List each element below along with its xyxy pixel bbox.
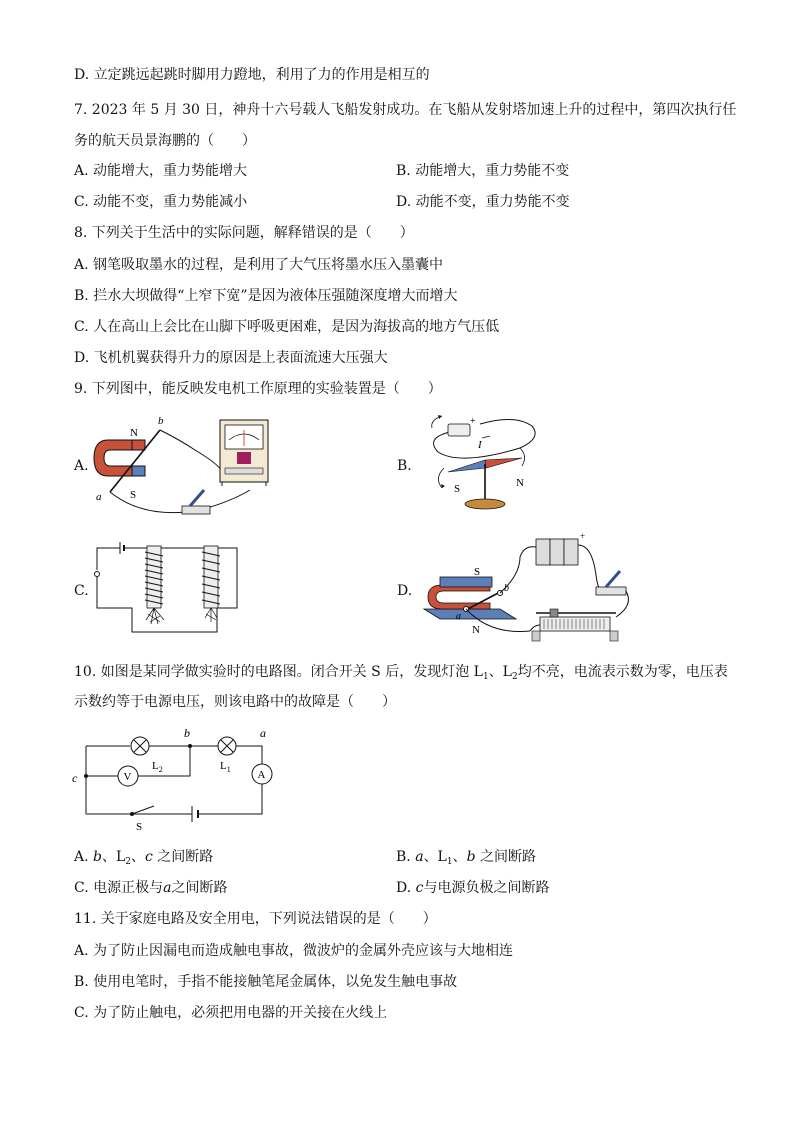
q11-stem: 11. 关于家庭电路及安全用电，下列说法错误的是（ ） <box>74 911 437 927</box>
q9a-label-b: b <box>158 415 164 427</box>
q10-option-b: B. a、$L_1$、b 之间断路 <box>396 849 537 867</box>
q9-label-c: C. <box>74 583 89 599</box>
q9b-label-s: S <box>454 483 461 495</box>
q9a-label-s: S <box>130 489 137 501</box>
q8-option-c: C. 人在高山上会比在山脚下呼吸更困难，是因为海拔高的地方气压低 <box>74 319 500 335</box>
q10-stem-line2: 示数约等于电源电压，则该电路中的故障是（ ） <box>74 694 396 710</box>
node-a-label: a <box>260 726 266 740</box>
q10-stem-line1: 10. 如图是某同学做实验时的电路图。闭合开关 S 后，发现灯泡 $L_1$、$L_2$均不亮，电流表示数为零，电压表 <box>74 664 728 682</box>
node-b-label: b <box>184 726 190 740</box>
q9a-label-a: a <box>96 491 102 503</box>
q8-option-b: B. 拦水大坝做得“上窄下宽”是因为液体压强随深度增大而增大 <box>74 288 458 304</box>
q10-option-d: D. c与电源负极之间断路 <box>396 880 550 896</box>
q9-figure-a <box>90 410 280 525</box>
q10-option-c: C. 电源正极与a之间断路 <box>74 880 228 896</box>
q9-figure-d <box>420 531 640 650</box>
q9d-label-a: a <box>456 611 461 622</box>
q9d-label-plus: + <box>580 531 586 541</box>
q9-figure-c <box>92 540 242 640</box>
q7-option-c: C. 动能不变，重力势能减小 <box>74 194 248 210</box>
l2-label: $L_2$ <box>152 760 163 774</box>
node-c-label: c <box>72 771 78 785</box>
q9b-label-n: N <box>516 477 524 489</box>
q9b-label-i: I <box>478 439 482 451</box>
q9-label-b: B. <box>397 458 412 474</box>
q9b-label-plus: + <box>470 416 476 427</box>
q9-stem: 9. 下列图中，能反映发电机工作原理的实验装置是（ ） <box>74 381 442 397</box>
q11-option-c: C. 为了防止触电，必须把用电器的开关接在火线上 <box>74 1005 388 1021</box>
q6-option-d: D. 立定跳远起跳时脚用力蹬地，利用了力的作用是相互的 <box>74 67 430 83</box>
lamp-l1-icon <box>218 737 236 755</box>
switch-icon <box>182 490 210 514</box>
q10-option-a: A. b、$L_2$、c 之间断路 <box>74 849 214 867</box>
electromagnet-left-icon <box>145 546 164 624</box>
q9d-label-s: S <box>474 566 481 578</box>
q11-option-a: A. 为了防止因漏电而造成触电事故，微波炉的金属外壳应该与大地相连 <box>74 943 514 959</box>
q7-option-b: B. 动能增大，重力势能不变 <box>396 163 570 179</box>
q7-option-d: D. 动能不变，重力势能不变 <box>396 194 570 210</box>
q7-option-a: A. 动能增大，重力势能增大 <box>74 163 248 179</box>
q9d-label-b: b <box>504 583 509 594</box>
q8-stem: 8. 下列关于生活中的实际问题，解释错误的是（ ） <box>74 225 414 241</box>
q11-option-b: B. 使用电笔时，手指不能接触笔尾金属体，以免发生触电事故 <box>74 974 458 990</box>
q8-option-a: A. 钢笔吸取墨水的过程，是利用了大气压将墨水压入墨囊中 <box>74 257 444 273</box>
q10-circuit-diagram <box>70 724 280 834</box>
q9-figure-b <box>420 410 550 525</box>
lamp-l2-icon <box>131 737 149 755</box>
q9d-label-n: N <box>472 624 480 636</box>
q8-option-d: D. 飞机机翼获得升力的原因是上表面流速大压强大 <box>74 350 388 366</box>
voltmeter-label: V <box>123 771 132 783</box>
l1-label: $L_1$ <box>220 760 231 774</box>
q7-stem-line2: 务的航天员景海鹏的（ ） <box>74 133 256 149</box>
battery-icon <box>448 424 470 436</box>
galvanometer-icon <box>220 420 268 486</box>
ammeter-label: A <box>257 769 266 781</box>
switch-icon <box>596 571 626 595</box>
battery-icon <box>536 539 578 565</box>
q9-label-a: A. <box>74 458 89 474</box>
rheostat-icon <box>532 609 618 641</box>
q9a-label-n: N <box>130 427 138 439</box>
q7-stem-line1: 7. 2023 年 5 月 30 日，神舟十六号载人飞船发射成功。在飞船从发射塔加速上升的过程中，第四次执行任 <box>74 102 737 118</box>
switch-s-label: S <box>136 821 143 833</box>
q9-label-d: D. <box>397 583 413 599</box>
